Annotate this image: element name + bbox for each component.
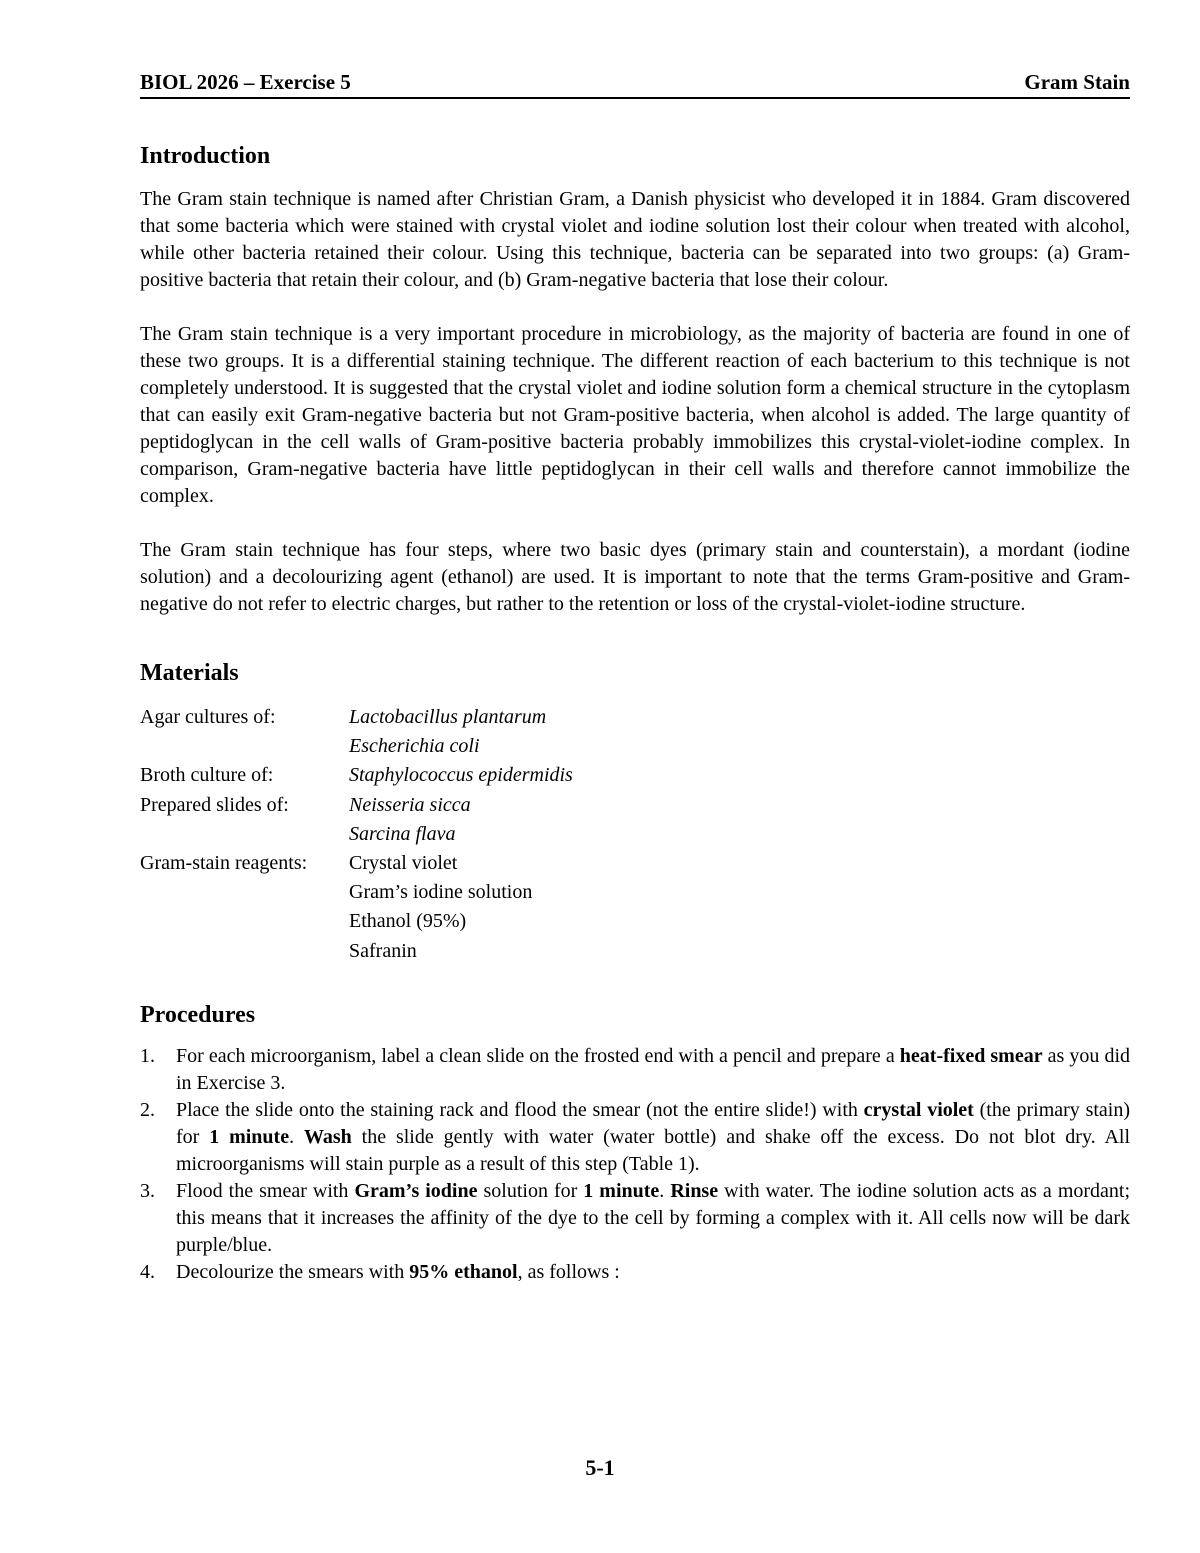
organism-name: Escherichia coli: [349, 735, 480, 758]
materials-row-reagents: [140, 849, 1130, 966]
step-text: Place the slide onto the staining rack and flood the smear (not the entire slide!) with crystal violet (the primary stain) for 1 minute. Wash the slide gently with water (water bottle) and shake off the excess. Do not blot dry. All microorganisms will stain purple as a result of this step (Table 1).: [176, 1098, 1131, 1175]
materials-row-slides: [140, 791, 1130, 849]
step-number: 1.: [140, 1044, 155, 1067]
materials-label: Broth culture of:: [140, 764, 274, 787]
materials-row-agar: [140, 703, 1130, 761]
step-number: 2.: [140, 1098, 155, 1121]
materials-label: Gram-stain reagents:: [140, 852, 308, 875]
reagent-name: Gram’s iodine solution: [349, 881, 533, 904]
organism-name: Lactobacillus plantarum: [349, 706, 547, 728]
step-number: 4.: [140, 1260, 155, 1283]
step-text: Flood the smear with Gram’s iodine solution for 1 minute. Rinse with water. The iodine solution acts as a mordant; this means that it increases the affinity of the dye to the cell by forming a complex with it. All cells now will be dark purple/blue.: [176, 1179, 1131, 1256]
reagent-name: Safranin: [349, 939, 417, 962]
organism-name: Sarcina flava: [349, 822, 456, 845]
introduction-heading: Introduction: [140, 143, 271, 169]
document-page: [140, 68, 1130, 1286]
reagent-name: Ethanol (95%): [349, 910, 467, 933]
organism-name: Staphylococcus epidermidis: [349, 764, 573, 787]
header-course-title: BIOL 2026 – Exercise 5: [140, 70, 351, 94]
intro-paragraph-2: The Gram stain technique is a very important procedure in microbiology, as the majority of bacteria are found in one of these two groups. It is a differential staining technique. The different reaction of each bacterium to this technique is not completely understood. It is suggested that the crystal violet and iodine solution form a chemical structure in the cytoplasm that can easily exit Gram-negative bacteria but not Gram-positive bacteria, when alcohol is added. The large quantity of peptidoglycan in the cell walls of Gram-positive bacteria probably immobilizes this crystal-violet-iodine complex. In comparison, Gram-negative bacteria have little peptidoglycan in their cell walls and therefore cannot immobilize the complex.: [140, 323, 1130, 507]
materials-list: [140, 703, 1130, 966]
header-topic: Gram Stain: [1024, 70, 1130, 94]
procedures-heading: Procedures: [140, 1001, 256, 1028]
procedure-step: [140, 1259, 1130, 1286]
organism-name: Neisseria sicca: [349, 793, 471, 816]
materials-label: Prepared slides of:: [140, 793, 289, 816]
step-text: Decolourize the smears with 95% ethanol, as follows :: [176, 1260, 620, 1283]
intro-paragraph-3: The Gram stain technique has four steps, where two basic dyes (primary stain and counterstain), a mordant (iodine solution) and a decolourizing agent (ethanol) are used. It is important to note that the terms Gram-positive and Gram-negative do not refer to electric charges, but rather to the retention or loss of the crystal-violet-iodine structure.: [140, 539, 1130, 615]
procedure-steps: [140, 1043, 1130, 1286]
procedure-step: [140, 1043, 1130, 1097]
page-number: 5-1: [585, 1455, 615, 1480]
materials-heading: Materials: [140, 660, 239, 686]
step-number: 3.: [140, 1179, 155, 1202]
reagent-name: Crystal violet: [349, 852, 458, 875]
intro-paragraph-1: The Gram stain technique is named after Christian Gram, a Danish physicist who developed it in 1884. Gram discovered that some bacteria which were stained with crystal violet and iodine solution lost their colour when treated with alcohol, while other bacteria retained their colour. Using this technique, bacteria can be separated into two groups: (a) Gram-positive bacteria that retain their colour, and (b) Gram-negative bacteria that lose their colour.: [140, 188, 1130, 291]
step-text: For each microorganism, label a clean slide on the frosted end with a pencil and prepare a heat-fixed smear as you did in Exercise 3.: [176, 1044, 1131, 1094]
procedure-step: [140, 1178, 1130, 1259]
procedure-step: [140, 1097, 1130, 1178]
running-header: [140, 68, 1130, 99]
materials-label: Agar cultures of:: [140, 706, 276, 728]
materials-row-broth: [140, 761, 1130, 790]
